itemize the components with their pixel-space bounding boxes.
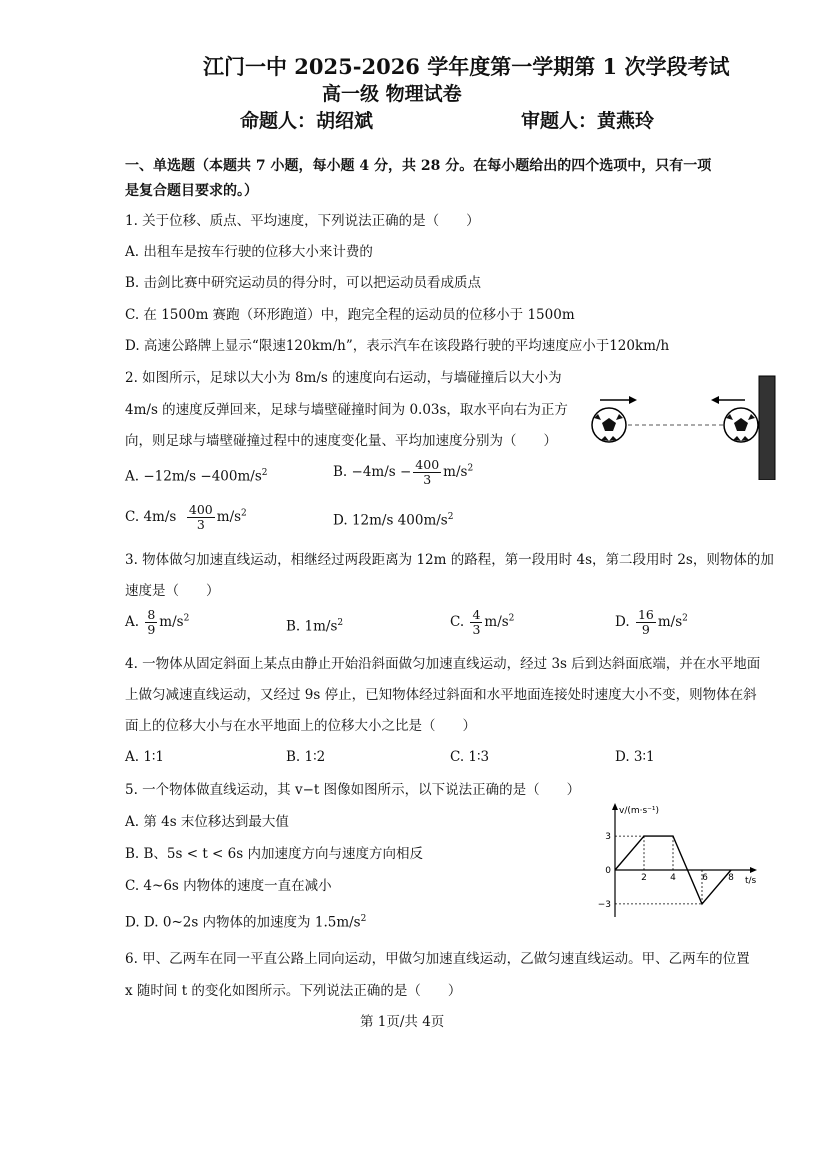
q4-option-a: A. 1∶1 — [125, 749, 165, 765]
y-axis-label: v/(m·s⁻¹) — [619, 806, 660, 816]
q6-line2: x 随时间 t 的变化如图所示。下列说法正确的是（ ） — [125, 983, 462, 999]
q2-option-d: D. 12m/s $400m/s^2$ — [333, 512, 454, 529]
football-right-icon — [724, 408, 758, 442]
q2-line3: 向，则足球与墙壁碰撞过程中的速度变化量、平均加速度分别为（ ） — [125, 433, 557, 449]
author-label: 命题人：胡绍斌 — [240, 110, 374, 132]
q5-option-d: D. D. 0~2s 内物体的加速度为 $1.5m/s^2$ — [125, 914, 367, 931]
q5-option-c: C. 4~6s 内物体的速度一直在减小 — [125, 878, 332, 894]
reviewer-label: 审题人：黄燕玲 — [521, 110, 655, 132]
q2-line1: 2. 如图所示，足球以大小为 8m/s 的速度向右运动，与墙碰撞后以大小为 — [125, 370, 562, 386]
q2-line2: 4m/s 的速度反弹回来，足球与墙壁碰撞时间为 0.03s，取水平向右为正方 — [125, 402, 568, 418]
section-heading-line2: 是复合题目要求的。） — [125, 183, 258, 199]
wall — [759, 376, 775, 480]
q5-stem: 5. 一个物体做直线运动，其 v−t 图像如图所示，以下说法正确的是（ ） — [125, 782, 581, 798]
q3-option-a: A. $\frac{8}{9}$ $m/s^2$ — [125, 607, 190, 637]
q2-option-a: A. $-12m/s -400m/s^2$ — [125, 468, 268, 485]
exam-subtitle: 高一级 物理试卷 — [322, 83, 462, 105]
x-tick-label: 6 — [702, 873, 708, 883]
q4-option-d: D. 3∶1 — [615, 749, 655, 765]
q3-option-d: D. $\frac{16}{9}$ $m/s^2$ — [615, 607, 688, 637]
x-tick-label: 4 — [670, 873, 676, 883]
q2-figure — [585, 370, 785, 480]
x-axis-label: t/s — [745, 876, 757, 886]
section-heading-line1: 一、单选题（本题共 7 小题，每小题 4 分，共 28 分。在每小题给出的四个选项中，只有一项 — [125, 158, 712, 174]
q1-option-d: D. 高速公路牌上显示“限速120km/h”，表示汽车在该段路行驶的平均速度应小于120km/h — [125, 338, 670, 354]
q3-line1: 3. 物体做匀加速直线运动，相继经过两段距离为 12m 的路程，第一段用时 4s，第二段用时 2s，则物体的加 — [125, 552, 774, 568]
y-tick-label: 0 — [605, 866, 611, 876]
q5-option-a: A. 第 4s 末位移达到最大值 — [125, 814, 289, 830]
q2-option-c: C. 4m/s $\frac{400}{3}$ $m/s^2$ — [125, 502, 247, 532]
x-tick-label: 2 — [641, 873, 647, 883]
q3-line2: 速度是（ ） — [125, 583, 220, 599]
y-tick-label: 3 — [605, 832, 611, 843]
q4-line1: 4. 一物体从固定斜面上某点由静止开始沿斜面做匀加速直线运动，经过 3s 后到达斜面底端，并在水平地面 — [125, 656, 761, 672]
q4-line2: 上做匀减速直线运动，又经过 9s 停止，已知物体经过斜面和水平地面连接处时速度大小不变，则物体在斜 — [125, 687, 757, 703]
football-left-icon — [592, 408, 626, 442]
q4-option-c: C. 1∶3 — [450, 749, 490, 765]
q3-option-c: C. $\frac{4}{3}$ $m/s^2$ — [450, 607, 515, 637]
q3-option-b: B. $1m/s^2$ — [286, 618, 344, 635]
x-tick-label: 8 — [728, 873, 734, 883]
q1-stem: 1. 关于位移、质点、平均速度，下列说法正确的是（ ） — [125, 213, 480, 229]
q1-option-b: B. 击剑比赛中研究运动员的得分时，可以把运动员看成质点 — [125, 275, 482, 291]
q4-option-b: B. 1∶2 — [286, 749, 326, 765]
q1-option-a: A. 出租车是按车行驶的位移大小来计费的 — [125, 244, 373, 260]
y-tick-label: −3 — [597, 899, 611, 910]
q4-line3: 面上的位移大小与在水平地面上的位移大小之比是（ ） — [125, 718, 476, 734]
q1-option-c: C. 在 1500m 赛跑（环形跑道）中，跑完全程的运动员的位移小于 1500m — [125, 307, 575, 323]
q5-vt-graph — [595, 795, 765, 925]
q6-line1: 6. 甲、乙两车在同一平直公路上同向运动，甲做匀加速直线运动，乙做匀速直线运动。甲、乙两车的位置 — [125, 951, 750, 967]
x-axis-arrow-icon — [750, 867, 757, 873]
q5-option-b: B. B、5s < t < 6s 内加速度方向与速度方向相反 — [125, 846, 423, 862]
y-axis-arrow-icon — [612, 803, 618, 810]
q2-option-b: B. −4m/s − $\frac{400}{3}$ $m/s^2$ — [333, 457, 474, 487]
exam-title: 江门一中 2025-2026 学年度第一学期第 1 次学段考试 — [203, 54, 730, 79]
page-number: 第 1页/共 4页 — [360, 1014, 445, 1030]
